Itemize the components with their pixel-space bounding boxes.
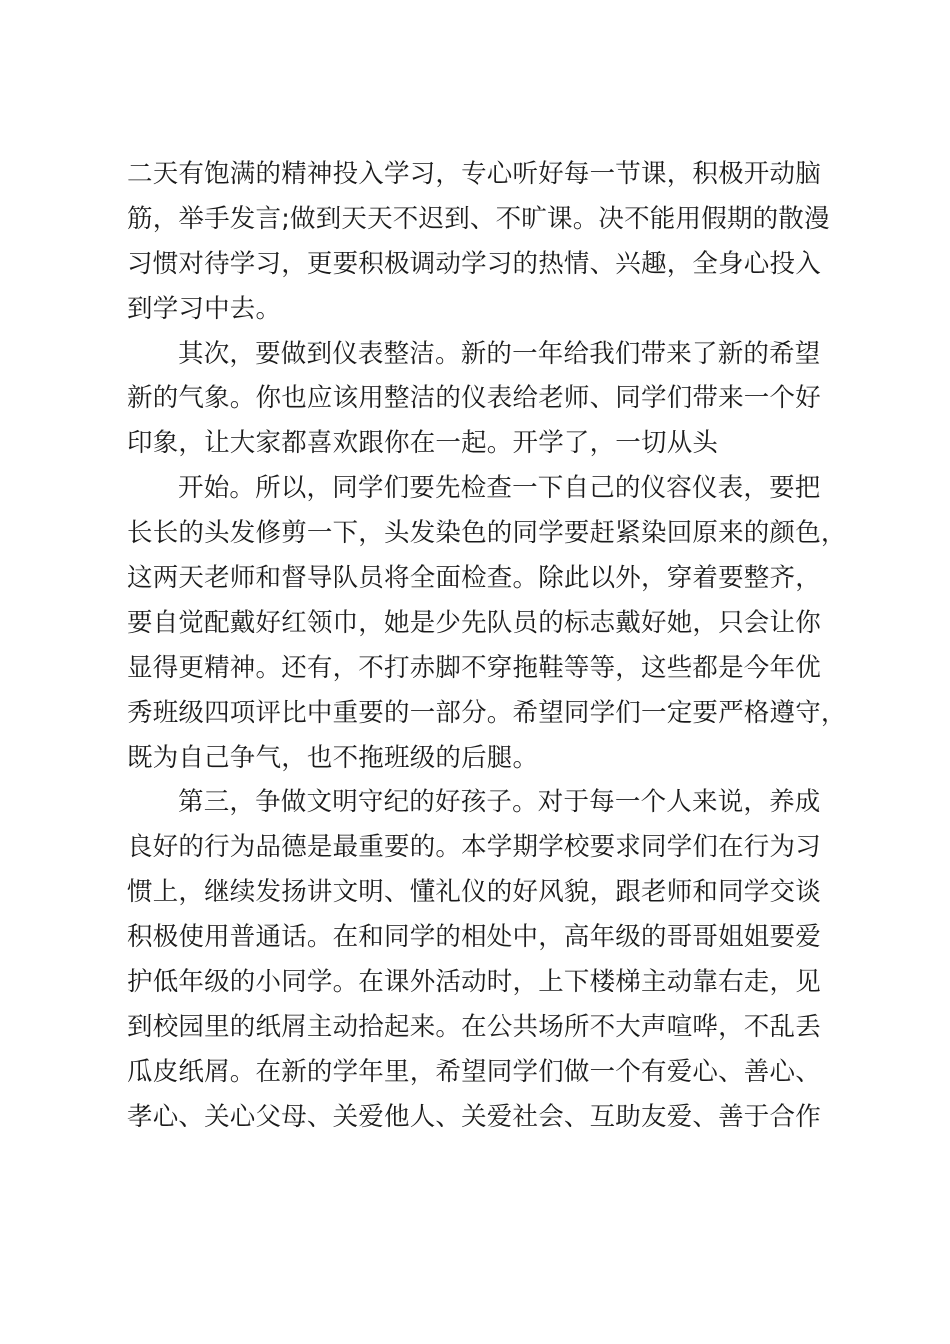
text-line: 既为自己争气，也不拖班级的后腿。 <box>127 742 539 773</box>
text-line: 显得更精神。还有，不打赤脚不穿拖鞋等等，这些都是今年优 <box>127 652 821 683</box>
text-line: 开始。所以，同学们要先检查一下自己的仪容仪表，要把 <box>178 473 821 504</box>
text-line: 惯上，继续发扬讲文明、懂礼仪的好风貌，跟老师和同学交谈 <box>127 877 821 908</box>
text-line: 长长的头发修剪一下，头发染色的同学要赶紧染回原来的颜色， <box>127 518 847 549</box>
text-line: 孝心、关心父母、关爱他人、关爱社会、互助友爱、善于合作 <box>127 1101 821 1132</box>
text-line: 这两天老师和督导队员将全面检查。除此以外，穿着要整齐， <box>127 563 821 594</box>
text-line: 第三，争做文明守纪的好孩子。对于每一个人来说，养成 <box>178 787 821 818</box>
text-line: 瓜皮纸屑。在新的学年里，希望同学们做一个有爱心、善心、 <box>127 1056 821 1087</box>
text-line: 习惯对待学习，更要积极调动学习的热情、兴趣，全身心投入 <box>127 248 821 279</box>
body-text <box>127 152 867 1140</box>
text-line: 印象，让大家都喜欢跟你在一起。开学了，一切从头 <box>127 428 719 459</box>
text-line: 良好的行为品德是最重要的。本学期学校要求同学们在行为习 <box>127 832 821 863</box>
text-line: 其次，要做到仪表整洁。新的一年给我们带来了新的希望 <box>178 338 821 369</box>
text-line: 二天有饱满的精神投入学习，专心听好每一节课，积极开动脑 <box>127 159 821 189</box>
text-line: 积极使用普通话。在和同学的相处中，高年级的哥哥姐姐要爱 <box>127 922 821 953</box>
text-line: 到学习中去。 <box>127 293 282 324</box>
text-line: 新的气象。你也应该用整洁的仪表给老师、同学们带来一个好 <box>127 383 821 414</box>
text-line: 到校园里的纸屑主动拾起来。在公共场所不大声喧哗，不乱丢 <box>127 1011 821 1042</box>
text-line: 秀班级四项评比中重要的一部分。希望同学们一定要严格遵守， <box>127 697 847 728</box>
text-line: 筋，举手发言;做到天天不迟到、不旷课。决不能用假期的散漫 <box>127 203 830 234</box>
text-line: 要自觉配戴好红领巾，她是少先队员的标志戴好她，只会让你 <box>127 607 821 638</box>
text-line: 护低年级的小同学。在课外活动时，上下楼梯主动靠右走，见 <box>127 967 821 998</box>
